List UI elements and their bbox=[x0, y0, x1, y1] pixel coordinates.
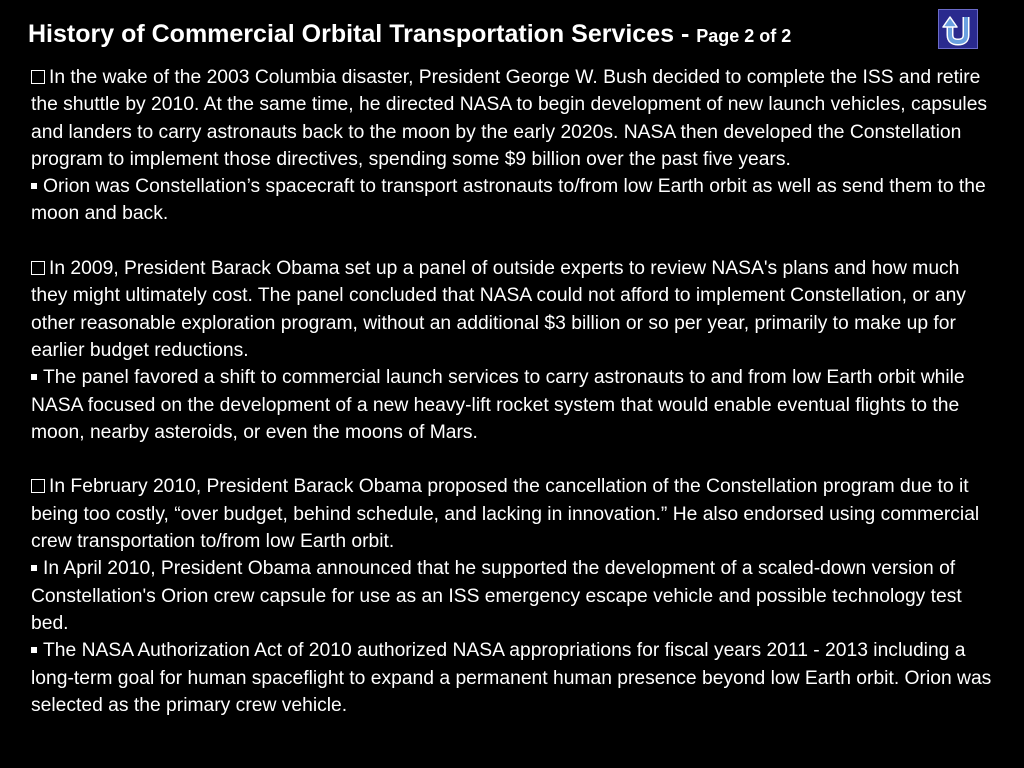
list-item-text: In April 2010, President Obama announced that he supported the development of a scaled-down version of Constellation's Orion crew capsule for use as an ISS emergency escape vehicle and possible technology test bed. bbox=[31, 558, 962, 634]
paragraph-spacer bbox=[31, 446, 1001, 473]
paragraph-spacer bbox=[31, 228, 1001, 255]
list-item bbox=[31, 473, 1001, 555]
u-turn-arrow-icon bbox=[939, 10, 977, 48]
return-button[interactable] bbox=[938, 9, 978, 49]
square-bullet-icon bbox=[31, 647, 37, 653]
list-item bbox=[31, 555, 1001, 637]
list-item bbox=[31, 255, 1001, 364]
square-bullet-icon bbox=[31, 565, 37, 571]
slide-title bbox=[28, 16, 791, 54]
list-item bbox=[31, 364, 1001, 446]
list-item bbox=[31, 637, 1001, 719]
page-indicator: Page 2 of 2 bbox=[696, 26, 792, 46]
list-item-text: In the wake of the 2003 Columbia disaster, President George W. Bush decided to complete the ISS and retire the shuttle by 2010. At the same time, he directed NASA to begin development of new launch vehicles, capsules and landers to carry astronauts back to the moon by the early 2020s. NASA then developed the Constellation program to implement those directives, spending some $9 billion over the past five years. bbox=[31, 67, 988, 170]
list-item-text: The NASA Authorization Act of 2010 authorized NASA appropriations for fiscal years 2011 - 2013 including a long-term goal for human spaceflight to expand a permanent human presence beyond low Earth orbit. Orion was selected as the primary crew vehicle. bbox=[31, 640, 992, 716]
title-main: History of Commercial Orbital Transportation Services - bbox=[28, 20, 697, 48]
list-item-text: Orion was Constellation’s spacecraft to transport astronauts to/from low Earth orbit as well as send them to the moon and back. bbox=[31, 176, 986, 225]
content-body bbox=[31, 64, 1001, 719]
list-item-text: The panel favored a shift to commercial launch services to carry astronauts to and from low Earth orbit while NASA focused on the development of a new heavy-lift rocket system that would enable eventual flights to the moon, nearby asteroids, or even the moons of Mars. bbox=[31, 367, 965, 443]
list-item-text: In February 2010, President Barack Obama proposed the cancellation of the Constellation program due to it being too costly, “over budget, behind schedule, and lacking in innovation.” He also endorsed using commercial crew transportation to/from low Earth orbit. bbox=[31, 476, 980, 553]
checkbox-bullet-icon bbox=[31, 70, 45, 84]
square-bullet-icon bbox=[31, 183, 37, 189]
list-item bbox=[31, 173, 1001, 228]
checkbox-bullet-icon bbox=[31, 479, 45, 493]
list-item bbox=[31, 64, 1001, 173]
list-item-text: In 2009, President Barack Obama set up a panel of outside experts to review NASA's plans and how much they might ultimately cost. The panel concluded that NASA could not afford to implement Constellation, or any other reasonable exploration program, without an additional $3 billion or so per year, primarily to make up for earlier budget reductions. bbox=[31, 258, 966, 361]
square-bullet-icon bbox=[31, 374, 37, 380]
checkbox-bullet-icon bbox=[31, 261, 45, 275]
